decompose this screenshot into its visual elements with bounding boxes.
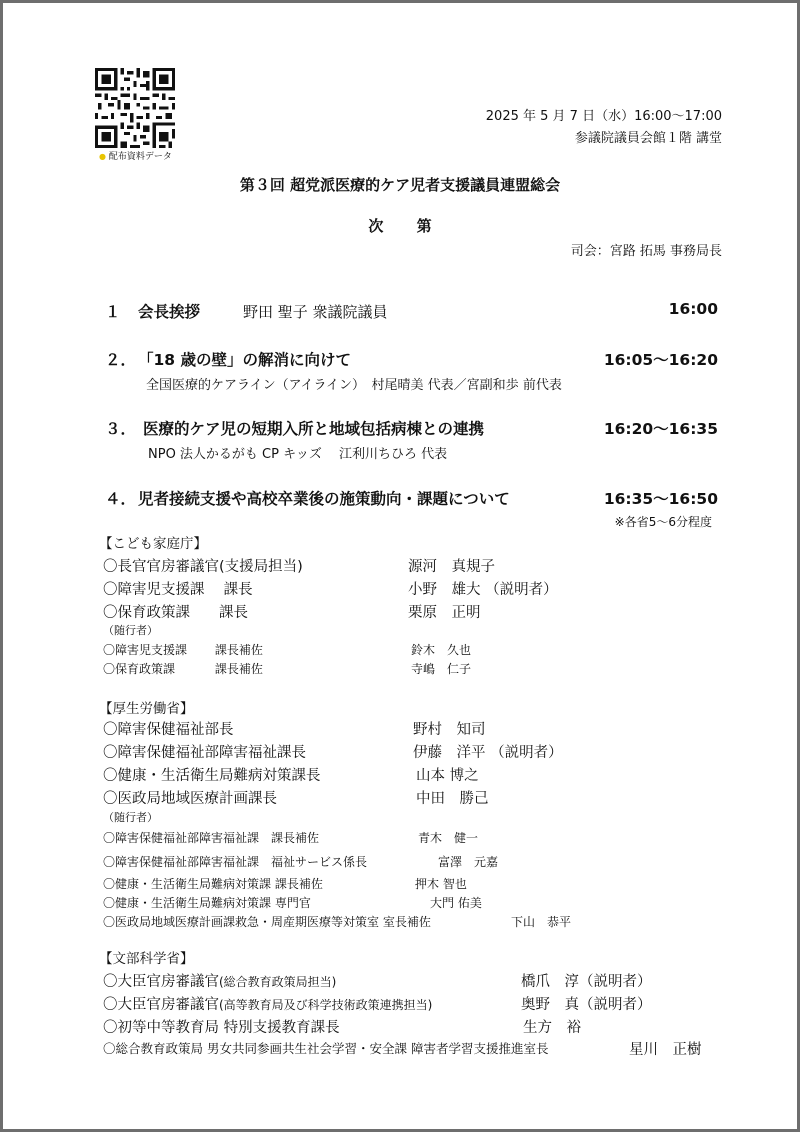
official-role	[103, 970, 336, 991]
agenda-item-3-title: 医療的ケア児の短期入所と地域包括病棟との連携	[143, 420, 485, 438]
agenda-item-4-note: ※各省5～6分程度	[614, 515, 712, 529]
official-role: 〇医政局地域医療計画課長	[103, 791, 277, 807]
official-name: 山本 博之	[416, 768, 479, 784]
agenda-item-4-time: 16:35～16:50	[603, 490, 718, 508]
attendant-label: （随行者）	[103, 624, 158, 637]
official-role-text: 〇大臣官房審議官	[103, 974, 219, 990]
official-role: 〇障害児支援課 課長	[103, 582, 253, 598]
attendant-label: （随行者）	[103, 811, 158, 824]
qr-code-icon[interactable]	[95, 68, 175, 148]
attendant-name: 鈴木 久也	[411, 643, 472, 657]
attendant-name: 押木 智也	[415, 877, 467, 891]
attendant-role: 〇健康・生活衛生局難病対策課 課長補佐	[103, 877, 323, 891]
section-heading: 【厚生労働省】	[99, 701, 194, 717]
document-page	[3, 3, 797, 1129]
attendant-name: 寺嶋 仁子	[411, 662, 472, 676]
official-role: 〇保育政策課 課長	[103, 605, 248, 621]
attendant-name: 下山 恭平	[511, 915, 572, 929]
attendant-name: 青木 健一	[418, 831, 479, 845]
agenda-heading: 次 第	[368, 217, 446, 235]
agenda-item-4-title: 児者接続支援や高校卒業後の施策動向・課題について	[138, 490, 510, 508]
emcee: 司会：宮路 拓馬 事務局長	[570, 244, 722, 259]
attendant-name: 大門 佑美	[430, 896, 482, 910]
attendant-role: 〇医政局地域医療計画課救急・周産期医療等対策室 室長補佐	[103, 915, 431, 929]
official-name: 中田 勝己	[416, 791, 489, 807]
official-name: 源河 真規子	[408, 559, 495, 575]
agenda-item-2-time: 16:05～16:20	[603, 351, 718, 369]
official-name: 栗原 正明	[408, 605, 481, 621]
official-role-note: (総合教育政策局担当)	[219, 975, 337, 989]
attendant-role: 〇障害保健福祉部障害福祉課 課長補佐	[103, 831, 320, 845]
official-name: 橋爪 淳（説明者）	[521, 974, 652, 990]
official-role: 〇長官官房審議官(支援局担当)	[103, 559, 303, 575]
official-name: 伊藤 洋平 （説明者）	[413, 745, 563, 761]
official-role: 〇障害保健福祉部障害福祉課長	[103, 745, 306, 761]
official-role: 〇健康・生活衛生局難病対策課長	[103, 768, 321, 784]
qr-caption	[99, 149, 172, 162]
attendant-role: 〇健康・生活衛生局難病対策課 専門官	[103, 896, 311, 910]
section-heading: 【こども家庭庁】	[99, 536, 207, 552]
qr-caption-text: 配布資料データ	[108, 152, 172, 162]
agenda-item-2-number: ２．	[105, 351, 137, 369]
meeting-venue: 参議院議員会館１階 講堂	[574, 131, 722, 146]
official-name: 小野 雄大 （説明者）	[408, 582, 558, 598]
attendant-role: 〇保育政策課 課長補佐	[103, 662, 263, 676]
official-name: 生方 裕	[523, 1020, 581, 1036]
official-role: 〇初等中等教育局 特別支援教育課長	[103, 1020, 340, 1036]
meeting-date: 2025 年 5 月 7 日（水）16:00～17:00	[485, 109, 722, 124]
agenda-item-3-number: ３．	[105, 420, 137, 438]
official-name: 星川 正樹	[629, 1042, 702, 1058]
attendant-role: 〇障害保健福祉部障害福祉課 福祉サービス係長	[103, 855, 368, 869]
bulb-icon: ●	[99, 152, 106, 161]
official-role	[103, 993, 432, 1014]
official-name: 野村 知司	[413, 722, 486, 738]
attendant-name: 富澤 元嘉	[438, 855, 499, 869]
agenda-item-3-time: 16:20～16:35	[603, 420, 718, 438]
agenda-item-1-time: 16:00	[668, 300, 718, 318]
agenda-item-1-speaker: 野田 聖子 衆議院議員	[243, 303, 388, 321]
official-role-note: (高等教育局及び科学技術政策連携担当)	[219, 998, 433, 1012]
document-title: 第３回 超党派医療的ケア児者支援議員連盟総会	[239, 176, 561, 194]
official-name: 奥野 真（説明者）	[521, 997, 652, 1013]
official-role: 〇総合教育政策局 男女共同参画共生社会学習・安全課 障害者学習支援推進室長	[103, 1041, 549, 1056]
agenda-item-4-number: ４．	[105, 490, 137, 508]
agenda-item-3-presenters: NPO 法人かるがも CP キッズ 江利川ちひろ 代表	[148, 447, 448, 462]
agenda-item-2-presenters: 全国医療的ケアライン（アイライン） 村尾晴美 代表／宮副和歩 前代表	[146, 378, 562, 393]
attendant-role: 〇障害児支援課 課長補佐	[103, 643, 263, 657]
official-role-text: 〇大臣官房審議官	[103, 997, 219, 1013]
agenda-item-1-title: 会長挨拶	[138, 303, 201, 321]
agenda-item-1-number: １	[105, 303, 121, 321]
official-role: 〇障害保健福祉部長	[103, 722, 234, 738]
agenda-item-2-title: 「18 歳の壁」の解消に向けて	[138, 351, 351, 369]
section-heading: 【文部科学省】	[99, 951, 194, 967]
